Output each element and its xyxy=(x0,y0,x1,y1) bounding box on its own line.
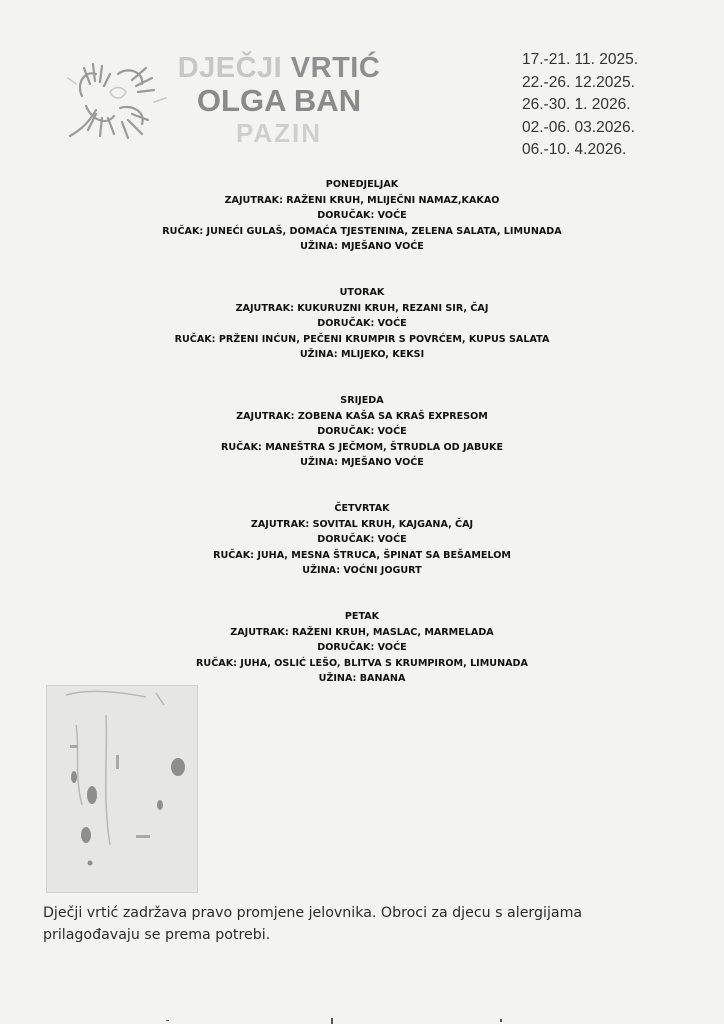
meal-uzina: UŽINA: MJEŠANO VOĆE xyxy=(300,241,424,253)
meal-zajutrak: ZAJUTRAK: KUKURUZNI KRUH, REZANI SIR, ČAJ xyxy=(235,302,489,314)
logo-name: OLGA BAN xyxy=(196,83,362,118)
disclaimer-line: prilagođavaju se prema potrebi. xyxy=(43,927,271,943)
disclaimer-line: Dječji vrtić zadržava pravo promjene jelovnika. Obroci za djecu s alergijama xyxy=(43,905,583,921)
menu-day-thursday xyxy=(0,501,724,609)
meal-rucak: RUČAK: PRŽENI INĆUN, PEČENI KRUMPIR S POVRĆEM, KUPUS SALATA xyxy=(174,333,550,345)
meal-dorucak: DORUČAK: VOĆE xyxy=(317,318,407,330)
menu-day-tuesday xyxy=(0,285,724,393)
meal-rucak: RUČAK: MANEŠTRA S JEČMOM, ŠTRUDLA OD JABUKE xyxy=(220,441,504,453)
hands-logo-icon xyxy=(62,44,172,144)
meal-dorucak: DORUČAK: VOĆE xyxy=(317,210,407,222)
logo-word-djecji: DJEČJI xyxy=(177,52,283,84)
meal-uzina: UŽINA: BANANA xyxy=(318,673,406,685)
menu-day-monday xyxy=(0,177,724,285)
day-title: SRIJEDA xyxy=(340,395,384,406)
date-range: 17.-21. 11. 2025. xyxy=(522,51,639,68)
meal-uzina: UŽINA: MJEŠANO VOĆE xyxy=(300,457,424,469)
date-range: 06.-10. 4.2026. xyxy=(522,141,627,158)
meal-zajutrak: ZAJUTRAK: RAŽENI KRUH, MLIJEČNI NAMAZ,KAKAO xyxy=(224,194,500,206)
date-range: 02.-06. 03.2026. xyxy=(522,118,635,136)
menu-date-ranges xyxy=(522,49,638,162)
meal-zajutrak: ZAJUTRAK: SOVITAL KRUH, KAJGANA, ČAJ xyxy=(250,518,474,530)
kindergarten-logo xyxy=(62,44,382,154)
meal-dorucak: DORUČAK: VOĆE xyxy=(317,534,407,546)
day-title: PETAK xyxy=(344,611,380,622)
meal-uzina: UŽINA: MLIJEKO, KEKSI xyxy=(299,349,425,361)
day-title: PONEDJELJAK xyxy=(325,179,399,190)
menu-day-wednesday xyxy=(0,393,724,501)
date-range: 22.-26. 12.2025. xyxy=(522,73,635,91)
scan-specks xyxy=(0,1014,724,1024)
meal-dorucak: DORUČAK: VOĆE xyxy=(317,426,407,438)
meal-uzina: UŽINA: VOĆNI JOGURT xyxy=(302,565,422,577)
meal-rucak: RUČAK: JUHA, MESNA ŠTRUCA, ŠPINAT SA BEŠAMELOM xyxy=(213,549,511,561)
logo-town: PAZIN xyxy=(235,118,323,148)
logo-word-vrtic: VRTIĆ xyxy=(282,52,381,84)
date-range: 26.-30. 1. 2026. xyxy=(522,96,631,113)
menu-disclaimer xyxy=(43,902,663,946)
meal-rucak: RUČAK: JUNEĆI GULAŠ, DOMAĆA TJESTENINA, ZELENA SALATA, LIMUNADA xyxy=(162,225,562,237)
meal-zajutrak: ZAJUTRAK: ZOBENA KAŠA SA KRAŠ EXPRESOM xyxy=(236,410,488,422)
weekly-menu xyxy=(0,177,724,717)
meal-rucak: RUČAK: JUHA, OSLIĆ LEŠO, BLITVA S KRUMPIROM, LIMUNADA xyxy=(196,657,528,669)
day-title: ČETVRTAK xyxy=(334,503,390,514)
meal-zajutrak: ZAJUTRAK: RAŽENI KRUH, MASLAC, MARMELADA xyxy=(230,626,494,638)
meal-dorucak: DORUČAK: VOĆE xyxy=(317,642,407,654)
day-title: UTORAK xyxy=(339,287,385,298)
child-drawing-image xyxy=(46,685,198,893)
